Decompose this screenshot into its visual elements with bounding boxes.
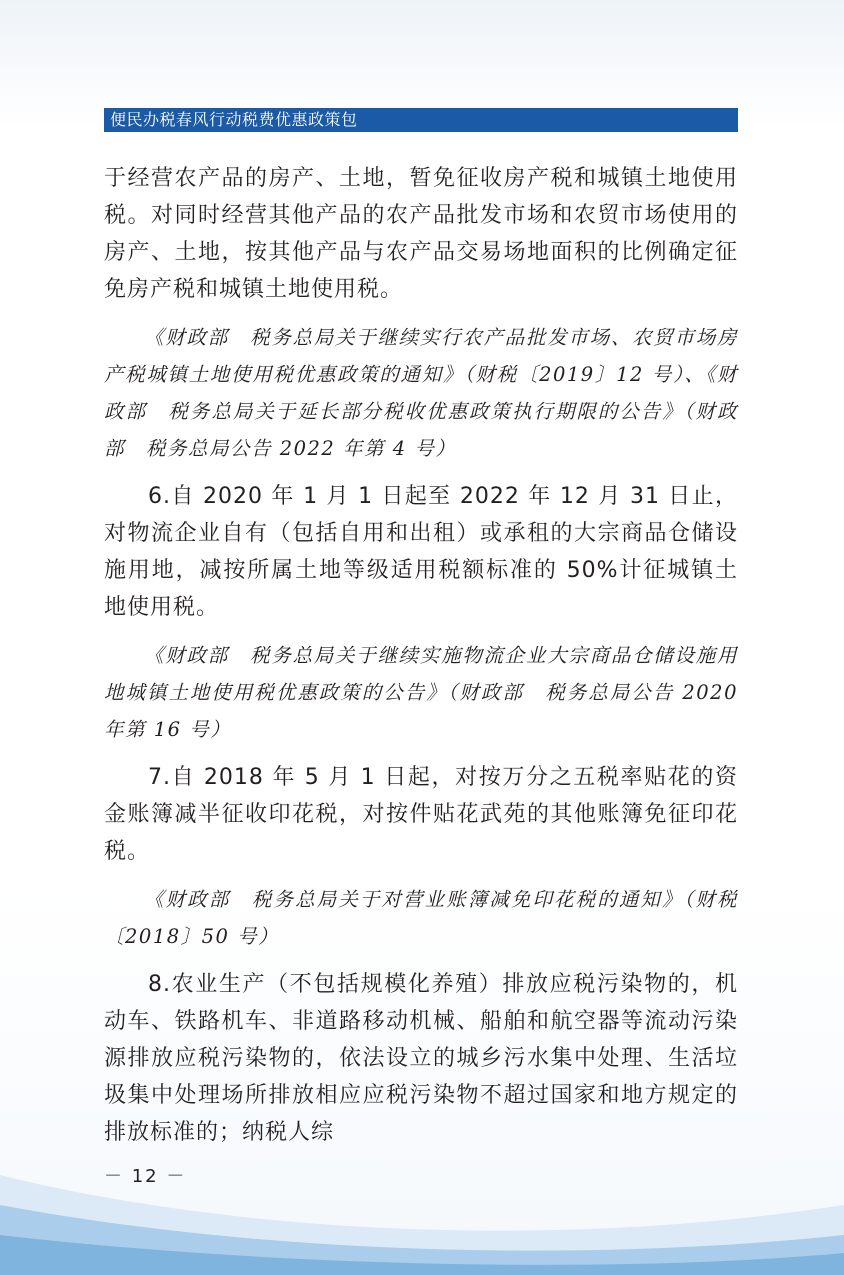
page-content xyxy=(104,160,738,1162)
citation-paragraph: 《财政部 税务总局关于继续实施物流企业大宗商品仓储设施用地城镇土地使用税优惠政策的公告》（财政部 税务总局公告 2020 年第 16 号） xyxy=(104,644,738,741)
paragraph-item-8: 8.农业生产（不包括规模化养殖）排放应税污染物的，机动车、铁路机车、非道路移动机械、船舶和航空器等流动污染源排放应税污染物的，依法设立的城乡污水集中处理、生活垃圾集中处理场所排放相应应税污染物不超过国家和地方规定的排放标准的；纳税人综 xyxy=(104,972,738,1145)
page-number: － 12 － xyxy=(104,1166,187,1187)
paragraph-item-6: 6.自 2020 年 1 月 1 日起至 2022 年 12 月 31 日止，对物流企业自有（包括自用和出租）或承租的大宗商品仓储设施用地，减按所属土地等级适用税额标准的 50%计征城镇土地使用税。 xyxy=(104,484,738,620)
paragraph-item-7: 7.自 2018 年 5 月 1 日起，对按万分之五税率贴花的资金账簿减半征收印花税，对按件贴花武苑的其他账簿免征印花税。 xyxy=(104,765,738,864)
citation-paragraph: 《财政部 税务总局关于继续实行农产品批发市场、农贸市场房产税城镇土地使用税优惠政策的通知》（财税〔2019〕12 号）、《财政部 税务总局关于延长部分税收优惠政策执行期限的公告》（财政部 税务总局公告 2022 年第 4 号） xyxy=(104,326,738,460)
citation-paragraph: 《财政部 税务总局关于对营业账簿减免印花税的通知》（财税〔2018〕50 号） xyxy=(104,888,738,948)
footer-wave-decoration xyxy=(0,1135,844,1275)
running-header: 便民办税春风行动税费优惠政策包 xyxy=(104,108,738,132)
paragraph-continued: 于经营农产品的房产、土地，暂免征收房产税和城镇土地使用税。对同时经营其他产品的农产品批发市场和农贸市场使用的房产、土地，按其他产品与农产品交易场地面积的比例确定征免房产税和城镇土地使用税。 xyxy=(104,166,738,302)
